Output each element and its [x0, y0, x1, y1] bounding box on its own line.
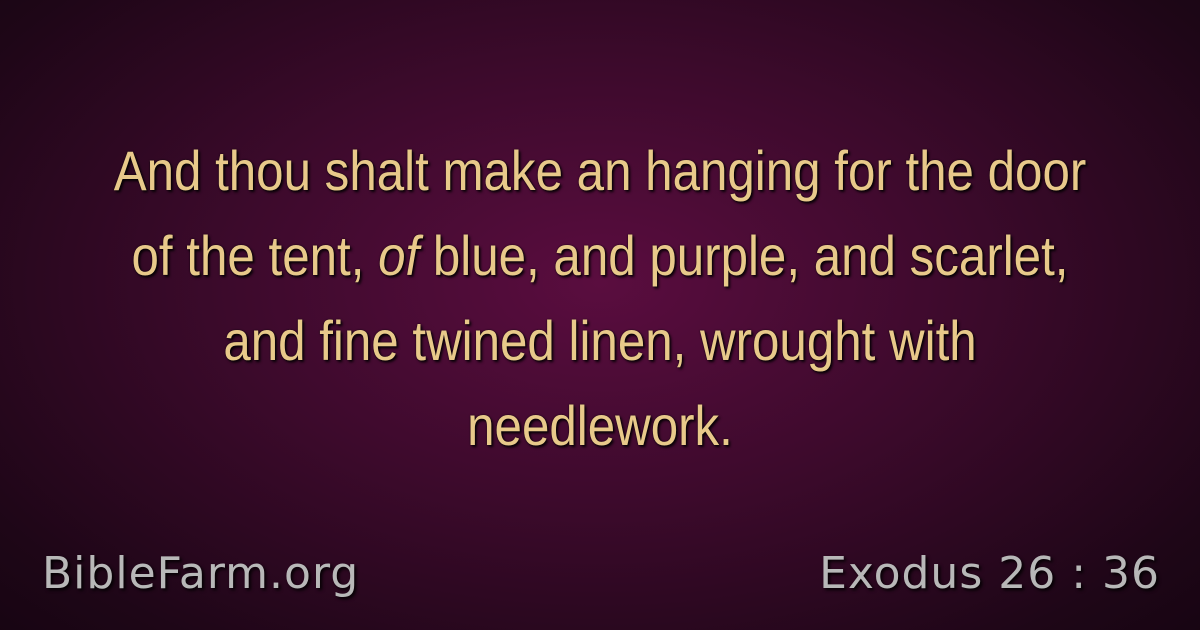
verse-part-1: And thou shalt make an hanging for the door of the tent,	[113, 139, 1087, 287]
verse-part-2: blue, and purple, and scarlet, and fine twined linen, wrought with needlework.	[223, 224, 1069, 457]
site-name: BibleFarm.org	[42, 548, 360, 599]
verse-text	[107, 128, 1093, 468]
verse-italic-word: of	[378, 224, 420, 287]
verse-reference: Exodus 26 : 36	[819, 548, 1160, 599]
